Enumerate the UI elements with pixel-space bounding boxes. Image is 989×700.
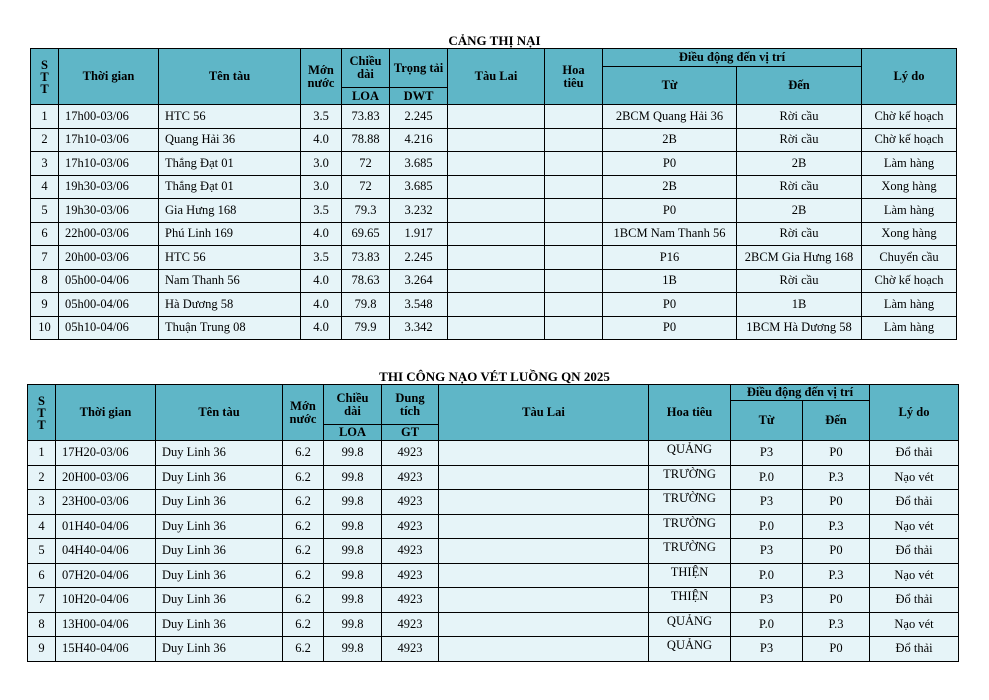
cell-reason: Chờ kế hoạch — [862, 269, 957, 293]
cell-gt: 4923 — [382, 612, 439, 637]
cell-loa: 69.65 — [342, 222, 390, 246]
table2-title: THI CÔNG NẠO VÉT LUỒNG QN 2025 — [379, 369, 610, 384]
cell-reason: Làm hàng — [862, 293, 957, 317]
cell-loa: 78.63 — [342, 269, 390, 293]
cell-tug — [448, 175, 545, 199]
cell-stt: 9 — [31, 293, 59, 317]
cell-dwt: 1.917 — [390, 222, 448, 246]
cell-time: 13H00-04/06 — [56, 612, 156, 637]
cell-gt: 4923 — [382, 588, 439, 613]
cell-reason: Chờ kế hoạch — [862, 105, 957, 129]
cell-loa: 73.83 — [342, 105, 390, 129]
cell-dwt: 3.548 — [390, 293, 448, 317]
cell-to: 2BCM Gia Hưng 168 — [737, 246, 862, 270]
cell-gt: 4923 — [382, 490, 439, 515]
table-row — [31, 246, 957, 270]
cell-pilot: TRƯỜNG — [649, 514, 731, 539]
cell-ship-name: Thắng Đạt 01 — [159, 175, 301, 199]
cell-draft: 3.5 — [301, 246, 342, 270]
cell-ship-name: Duy Linh 36 — [156, 490, 283, 515]
cell-time: 10H20-04/06 — [56, 588, 156, 613]
cell-from: P3 — [731, 539, 803, 564]
cell-ship-name: HTC 56 — [159, 246, 301, 270]
cell-from: 2BCM Quang Hải 36 — [603, 105, 737, 129]
cell-loa: 99.8 — [324, 490, 382, 515]
cell-pilot: QUẢNG — [649, 637, 731, 662]
cell-to: Rời cầu — [737, 222, 862, 246]
cell-draft: 4.0 — [301, 222, 342, 246]
cell-from: P0 — [603, 199, 737, 223]
cell-ship-name: Phú Linh 169 — [159, 222, 301, 246]
cell-ship-name: Duy Linh 36 — [156, 514, 283, 539]
cell-reason: Đổ thải — [870, 588, 959, 613]
header-stt: S T T — [31, 49, 59, 105]
cell-to: Rời cầu — [737, 105, 862, 129]
cell-to: P0 — [803, 637, 870, 662]
cell-loa: 99.8 — [324, 612, 382, 637]
cell-pilot — [545, 199, 603, 223]
cell-reason: Làm hàng — [862, 316, 957, 340]
table-row — [28, 441, 959, 466]
header-ship-name: Tên tàu — [159, 49, 301, 105]
cell-loa: 99.8 — [324, 441, 382, 466]
cell-pilot: TRƯỜNG — [649, 539, 731, 564]
header-movement: Điều động đến vị trí — [731, 385, 870, 401]
cell-reason: Đổ thải — [870, 539, 959, 564]
cell-ship-name: Gia Hưng 168 — [159, 199, 301, 223]
cell-gt: 4923 — [382, 441, 439, 466]
cell-loa: 99.8 — [324, 588, 382, 613]
table-row — [28, 588, 959, 613]
cell-dwt: 3.685 — [390, 175, 448, 199]
table-row — [28, 612, 959, 637]
cell-reason: Nạo vét — [870, 612, 959, 637]
cell-to: Rời cầu — [737, 128, 862, 152]
cell-stt: 3 — [28, 490, 56, 515]
cell-from: 1B — [603, 269, 737, 293]
cell-stt: 9 — [28, 637, 56, 662]
cell-stt: 2 — [31, 128, 59, 152]
cell-stt: 7 — [28, 588, 56, 613]
cell-draft: 6.2 — [283, 612, 324, 637]
cell-time: 22h00-03/06 — [59, 222, 159, 246]
cell-tug — [448, 316, 545, 340]
cell-to: 2B — [737, 152, 862, 176]
cell-time: 19h30-03/06 — [59, 175, 159, 199]
cell-from: P3 — [731, 441, 803, 466]
cell-to: 2B — [737, 199, 862, 223]
cell-pilot — [545, 222, 603, 246]
cell-to: P.3 — [803, 563, 870, 588]
cell-gt: 4923 — [382, 539, 439, 564]
cell-ship-name: Duy Linh 36 — [156, 563, 283, 588]
cell-tug — [439, 637, 649, 662]
header-movement: Điều động đến vị trí — [603, 49, 862, 67]
cell-time: 04H40-04/06 — [56, 539, 156, 564]
header-to: Đến — [737, 67, 862, 105]
cell-to: P.3 — [803, 612, 870, 637]
cell-tug — [439, 539, 649, 564]
cell-tug — [448, 152, 545, 176]
header-draft: Mớn nước — [283, 385, 324, 441]
cell-from: P3 — [731, 490, 803, 515]
cell-tug — [448, 269, 545, 293]
cell-stt: 8 — [28, 612, 56, 637]
cell-reason: Đổ thải — [870, 490, 959, 515]
cell-time: 19h30-03/06 — [59, 199, 159, 223]
cell-from: P0 — [603, 293, 737, 317]
cell-from: P3 — [731, 637, 803, 662]
cell-stt: 1 — [31, 105, 59, 129]
cell-ship-name: Thắng Đạt 01 — [159, 152, 301, 176]
cell-tug — [448, 128, 545, 152]
cell-ship-name: Thuận Trung 08 — [159, 316, 301, 340]
cell-draft: 3.5 — [301, 199, 342, 223]
cell-ship-name: Quang Hải 36 — [159, 128, 301, 152]
cell-stt: 3 — [31, 152, 59, 176]
cell-gt: 4923 — [382, 514, 439, 539]
cell-draft: 6.2 — [283, 465, 324, 490]
table-row — [28, 539, 959, 564]
cell-pilot: QUẢNG — [649, 441, 731, 466]
cell-reason: Nạo vét — [870, 514, 959, 539]
cell-draft: 4.0 — [301, 128, 342, 152]
cell-draft: 6.2 — [283, 539, 324, 564]
cell-dwt: 2.245 — [390, 246, 448, 270]
cell-ship-name: Duy Linh 36 — [156, 612, 283, 637]
table-row — [31, 128, 957, 152]
cell-stt: 2 — [28, 465, 56, 490]
header-length: Chiều dài — [324, 385, 382, 425]
cell-draft: 3.5 — [301, 105, 342, 129]
table-row — [28, 514, 959, 539]
cell-pilot — [545, 128, 603, 152]
cell-draft: 4.0 — [301, 316, 342, 340]
cell-gt: 4923 — [382, 637, 439, 662]
cell-reason: Làm hàng — [862, 152, 957, 176]
cell-reason: Đổ thải — [870, 441, 959, 466]
header-reason: Lý do — [870, 385, 959, 441]
cell-from: P.0 — [731, 465, 803, 490]
header-length: Chiều dài — [342, 49, 390, 88]
cell-draft: 6.2 — [283, 441, 324, 466]
header-ship-name: Tên tàu — [156, 385, 283, 441]
cell-pilot — [545, 105, 603, 129]
table-row — [28, 637, 959, 662]
cell-draft: 6.2 — [283, 514, 324, 539]
cell-pilot — [545, 152, 603, 176]
cell-time: 15H40-04/06 — [56, 637, 156, 662]
cell-to: Rời cầu — [737, 175, 862, 199]
cell-time: 07H20-04/06 — [56, 563, 156, 588]
table-row — [31, 222, 957, 246]
cell-to: Rời cầu — [737, 269, 862, 293]
cell-to: P.3 — [803, 465, 870, 490]
header-from: Từ — [731, 401, 803, 441]
cell-time: 20H00-03/06 — [56, 465, 156, 490]
cell-stt: 6 — [31, 222, 59, 246]
cell-reason: Chờ kế hoạch — [862, 128, 957, 152]
cell-pilot: TRƯỜNG — [649, 490, 731, 515]
cell-reason: Chuyển cầu — [862, 246, 957, 270]
cell-to: P0 — [803, 539, 870, 564]
cell-ship-name: Duy Linh 36 — [156, 539, 283, 564]
cell-loa: 99.8 — [324, 563, 382, 588]
cell-stt: 5 — [31, 199, 59, 223]
cell-draft: 4.0 — [301, 269, 342, 293]
cell-tug — [448, 293, 545, 317]
cell-stt: 1 — [28, 441, 56, 466]
cell-loa: 79.9 — [342, 316, 390, 340]
header-reason: Lý do — [862, 49, 957, 105]
cell-ship-name: Duy Linh 36 — [156, 588, 283, 613]
cell-tug — [439, 465, 649, 490]
cell-reason: Xong hàng — [862, 222, 957, 246]
cell-time: 05h00-04/06 — [59, 269, 159, 293]
cell-draft: 4.0 — [301, 293, 342, 317]
header-from: Từ — [603, 67, 737, 105]
cell-from: P.0 — [731, 514, 803, 539]
header-time: Thời gian — [56, 385, 156, 441]
cell-gt: 4923 — [382, 563, 439, 588]
header-draft: Mớn nước — [301, 49, 342, 105]
cell-stt: 10 — [31, 316, 59, 340]
cell-dwt: 3.685 — [390, 152, 448, 176]
cell-tug — [439, 588, 649, 613]
cell-dwt: 3.232 — [390, 199, 448, 223]
header-stt: S T T — [28, 385, 56, 441]
cell-to: P0 — [803, 490, 870, 515]
cell-ship-name: Duy Linh 36 — [156, 465, 283, 490]
cell-loa: 99.8 — [324, 465, 382, 490]
cell-loa: 73.83 — [342, 246, 390, 270]
cell-draft: 6.2 — [283, 490, 324, 515]
cell-dwt: 2.245 — [390, 105, 448, 129]
table-row — [31, 316, 957, 340]
header-tug: Tàu Lai — [448, 49, 545, 105]
table-row — [31, 269, 957, 293]
cell-ship-name: Duy Linh 36 — [156, 441, 283, 466]
cell-ship-name: Nam Thanh 56 — [159, 269, 301, 293]
cell-loa: 78.88 — [342, 128, 390, 152]
table-row — [31, 199, 957, 223]
dredging-schedule-table — [27, 384, 959, 662]
cell-pilot: THIỆN — [649, 588, 731, 613]
cell-loa: 99.8 — [324, 637, 382, 662]
cell-gt: 4923 — [382, 465, 439, 490]
cell-time: 17H20-03/06 — [56, 441, 156, 466]
cell-time: 05h00-04/06 — [59, 293, 159, 317]
cell-tug — [448, 199, 545, 223]
cell-stt: 7 — [31, 246, 59, 270]
cell-dwt: 3.264 — [390, 269, 448, 293]
cell-pilot: THIỆN — [649, 563, 731, 588]
header-tonnage: Trọng tải — [390, 49, 448, 88]
cell-time: 17h00-03/06 — [59, 105, 159, 129]
header-dwt: DWT — [390, 88, 448, 105]
cell-from: P0 — [603, 316, 737, 340]
table-row — [31, 175, 957, 199]
cell-to: 1BCM Hà Dương 58 — [737, 316, 862, 340]
cell-draft: 3.0 — [301, 175, 342, 199]
cell-loa: 72 — [342, 175, 390, 199]
cell-pilot — [545, 175, 603, 199]
cell-time: 01H40-04/06 — [56, 514, 156, 539]
cell-stt: 6 — [28, 563, 56, 588]
cell-tug — [448, 246, 545, 270]
cell-tug — [439, 441, 649, 466]
cell-time: 05h10-04/06 — [59, 316, 159, 340]
cell-to: 1B — [737, 293, 862, 317]
cell-from: 2B — [603, 175, 737, 199]
cell-pilot — [545, 269, 603, 293]
cell-time: 23H00-03/06 — [56, 490, 156, 515]
header-tug: Tàu Lai — [439, 385, 649, 441]
cell-stt: 4 — [31, 175, 59, 199]
cell-dwt: 3.342 — [390, 316, 448, 340]
header-gt: GT — [382, 425, 439, 441]
table-row — [28, 465, 959, 490]
header-to: Đến — [803, 401, 870, 441]
cell-reason: Đổ thải — [870, 637, 959, 662]
cell-from: 1BCM Nam Thanh 56 — [603, 222, 737, 246]
cell-to: P0 — [803, 588, 870, 613]
table-row — [28, 490, 959, 515]
cell-loa: 79.8 — [342, 293, 390, 317]
cell-loa: 99.8 — [324, 514, 382, 539]
cell-loa: 72 — [342, 152, 390, 176]
cell-to: P.3 — [803, 514, 870, 539]
cell-ship-name: Duy Linh 36 — [156, 637, 283, 662]
header-capacity: Dung tích — [382, 385, 439, 425]
header-pilot: Hoa tiêu — [545, 49, 603, 105]
cell-tug — [448, 222, 545, 246]
cell-tug — [448, 105, 545, 129]
cell-loa: 79.3 — [342, 199, 390, 223]
cell-draft: 6.2 — [283, 637, 324, 662]
header-pilot: Hoa tiêu — [649, 385, 731, 441]
cell-ship-name: HTC 56 — [159, 105, 301, 129]
cell-tug — [439, 514, 649, 539]
cell-stt: 8 — [31, 269, 59, 293]
cell-tug — [439, 490, 649, 515]
cell-time: 17h10-03/06 — [59, 128, 159, 152]
header-loa: LOA — [342, 88, 390, 105]
port-schedule-table — [30, 48, 957, 340]
cell-draft: 6.2 — [283, 563, 324, 588]
cell-pilot — [545, 293, 603, 317]
table-row — [31, 293, 957, 317]
cell-dwt: 4.216 — [390, 128, 448, 152]
cell-loa: 99.8 — [324, 539, 382, 564]
table1-title: CẢNG THỊ NẠI — [448, 33, 541, 48]
table-row — [31, 152, 957, 176]
cell-reason: Làm hàng — [862, 199, 957, 223]
cell-ship-name: Hà Dương 58 — [159, 293, 301, 317]
cell-pilot — [545, 246, 603, 270]
cell-from: P3 — [731, 588, 803, 613]
cell-from: P.0 — [731, 612, 803, 637]
table-row — [31, 105, 957, 129]
cell-from: P.0 — [731, 563, 803, 588]
header-loa: LOA — [324, 425, 382, 441]
cell-reason: Xong hàng — [862, 175, 957, 199]
cell-reason: Nạo vét — [870, 465, 959, 490]
cell-to: P0 — [803, 441, 870, 466]
cell-reason: Nạo vét — [870, 563, 959, 588]
cell-from: 2B — [603, 128, 737, 152]
cell-time: 17h10-03/06 — [59, 152, 159, 176]
cell-from: P16 — [603, 246, 737, 270]
cell-draft: 3.0 — [301, 152, 342, 176]
cell-tug — [439, 612, 649, 637]
cell-draft: 6.2 — [283, 588, 324, 613]
cell-stt: 4 — [28, 514, 56, 539]
cell-pilot: TRƯỜNG — [649, 465, 731, 490]
cell-pilot — [545, 316, 603, 340]
table-row — [28, 563, 959, 588]
header-time: Thời gian — [59, 49, 159, 105]
cell-pilot: QUẢNG — [649, 612, 731, 637]
cell-time: 20h00-03/06 — [59, 246, 159, 270]
cell-from: P0 — [603, 152, 737, 176]
cell-tug — [439, 563, 649, 588]
cell-stt: 5 — [28, 539, 56, 564]
